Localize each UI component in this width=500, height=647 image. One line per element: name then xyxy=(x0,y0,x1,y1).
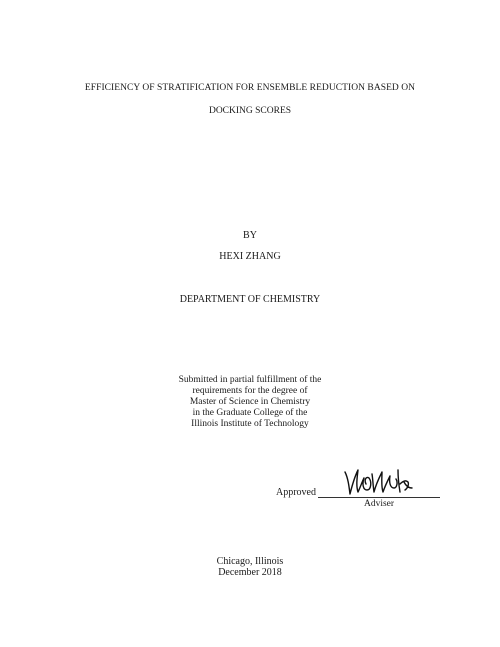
submission-statement-line: Illinois Institute of Technology xyxy=(191,419,309,429)
author-name: HEXI ZHANG xyxy=(219,251,281,262)
submission-date: December 2018 xyxy=(218,567,282,578)
location: Chicago, Illinois xyxy=(216,556,284,567)
thesis-title-line-2: DOCKING SCORES xyxy=(208,106,292,116)
adviser-signature-icon xyxy=(342,466,414,498)
submission-statement-line: Submitted in partial fulfillment of the xyxy=(178,375,322,385)
by-label: BY xyxy=(243,230,257,241)
department-name: DEPARTMENT OF CHEMISTRY xyxy=(179,294,321,305)
thesis-title-line-1: EFFICIENCY OF STRATIFICATION FOR ENSEMBLE REDUCTION BASED ON xyxy=(84,83,416,93)
submission-statement-line: in the Graduate College of the xyxy=(192,408,308,418)
submission-statement-line: requirements for the degree of xyxy=(192,386,308,396)
approved-label: Approved xyxy=(276,487,316,498)
submission-statement-line: Master of Science in Chemistry xyxy=(189,397,311,407)
adviser-label: Adviser xyxy=(363,499,395,509)
